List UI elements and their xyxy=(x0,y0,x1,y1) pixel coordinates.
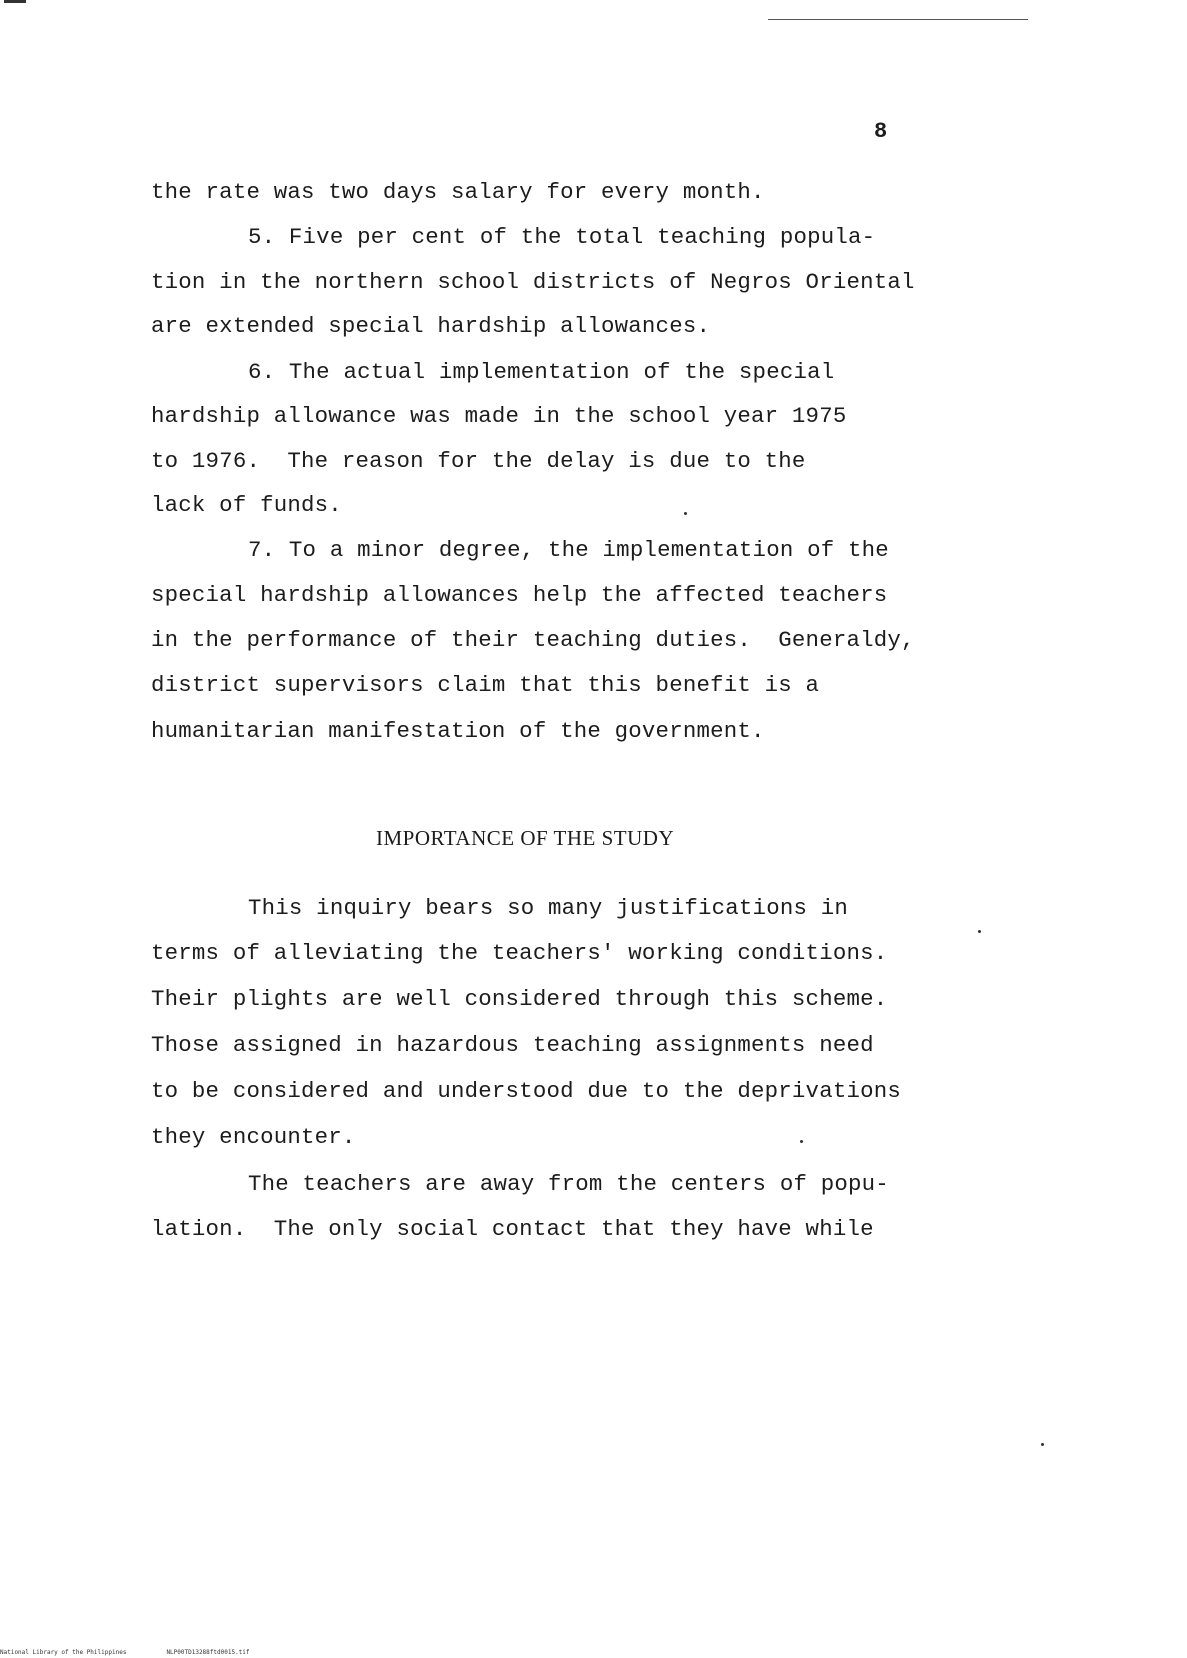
text-line: This inquiry bears so many justifications in xyxy=(248,895,849,921)
text-line: they encounter. xyxy=(151,1124,356,1150)
text-line: district supervisors claim that this benefit is a xyxy=(151,672,820,698)
text-line: humanitarian manifestation of the government. xyxy=(151,718,765,744)
top-rule xyxy=(768,19,1028,20)
text-line: are extended special hardship allowances. xyxy=(151,313,711,339)
section-heading: IMPORTANCE OF THE STUDY xyxy=(376,826,675,850)
text-line: special hardship allowances help the affected teachers xyxy=(151,582,888,608)
text-line: hardship allowance was made in the school year 1975 xyxy=(151,403,847,429)
scan-speck xyxy=(978,930,981,933)
text-line: 6. The actual implementation of the special xyxy=(248,359,835,385)
text-line: to 1976. The reason for the delay is due to the xyxy=(151,448,806,474)
text-line: lack of funds. xyxy=(151,492,342,518)
text-line: terms of alleviating the teachers' working conditions. xyxy=(151,940,888,966)
text-line: 7. To a minor degree, the implementation of the xyxy=(248,537,889,563)
text-line: lation. The only social contact that they have while xyxy=(151,1216,874,1242)
footer-file: NLP00TD13288ftd0015.tif xyxy=(166,1649,250,1656)
text-line: tion in the northern school districts of Negros Oriental xyxy=(151,269,915,295)
scan-speck xyxy=(684,512,687,515)
text-line: The teachers are away from the centers of popu- xyxy=(248,1171,889,1197)
text-line: Their plights are well considered through this scheme. xyxy=(151,986,888,1012)
scan-footer xyxy=(0,1649,250,1656)
text-line: in the performance of their teaching duties. Generaldy, xyxy=(151,627,915,653)
scan-corner-mark xyxy=(4,0,26,3)
footer-library: National Library of the Philippines xyxy=(0,1649,127,1656)
text-line: the rate was two days salary for every month. xyxy=(151,179,765,205)
text-line: to be considered and understood due to the deprivations xyxy=(151,1078,902,1104)
scan-speck xyxy=(800,1140,803,1143)
page-number: 8 xyxy=(874,119,888,144)
text-line: Those assigned in hazardous teaching assignments need xyxy=(151,1032,874,1058)
text-line: 5. Five per cent of the total teaching popula- xyxy=(248,224,876,250)
scan-speck xyxy=(1041,1443,1044,1446)
